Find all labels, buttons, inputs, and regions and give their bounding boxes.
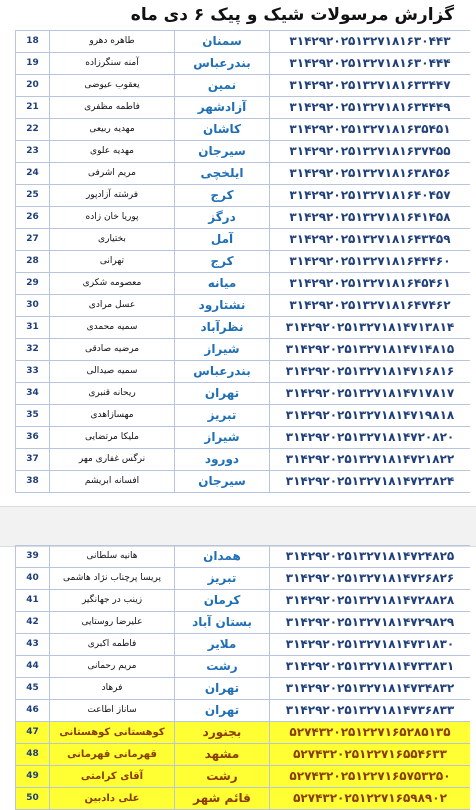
row-number: 22 bbox=[15, 119, 50, 140]
recipient-name: نرگس غفاری مهر bbox=[50, 449, 175, 470]
destination-city: رشت bbox=[175, 656, 270, 677]
row-number: 21 bbox=[15, 97, 50, 118]
recipient-name: هانیه سلطانی bbox=[50, 546, 175, 567]
recipient-name: زینب در جهانگیر bbox=[50, 590, 175, 611]
recipient-name: علی دادبین bbox=[50, 788, 175, 809]
recipient-name: مریم اشرفی bbox=[50, 163, 175, 184]
recipient-name: افسانه ابریشم bbox=[50, 471, 175, 492]
table-row bbox=[15, 788, 470, 810]
recipient-name: معصومه شکری bbox=[50, 273, 175, 294]
tracking-code: ۵۲۷۴۳۲۰۲۵۱۲۲۷۱۶۵۹۸۹۰۲ bbox=[293, 791, 447, 805]
tracking-code: ۳۱۴۲۹۲۰۲۵۱۳۲۷۱۸۱۶۳۷۴۵۵ bbox=[289, 144, 451, 158]
report-title: گزارش مرسولات شیک و پیک ۶ دی ماه bbox=[130, 5, 454, 25]
table-row bbox=[15, 207, 470, 229]
tracking-code: ۳۱۴۲۹۲۰۲۵۱۳۲۷۱۸۱۴۷۲۰۸۲۰ bbox=[285, 430, 455, 444]
row-number: 33 bbox=[15, 361, 50, 382]
recipient-name: پریسا پرچناب نژاد هاشمی bbox=[50, 568, 175, 589]
row-number: 37 bbox=[15, 449, 50, 470]
tracking-code: ۳۱۴۲۹۲۰۲۵۱۳۲۷۱۸۱۴۷۲۶۸۲۶ bbox=[285, 571, 455, 585]
recipient-name: بختیاری bbox=[50, 229, 175, 250]
table-row bbox=[15, 251, 470, 273]
row-number: 47 bbox=[15, 722, 50, 743]
row-number: 35 bbox=[15, 405, 50, 426]
tracking-code: ۳۱۴۲۹۲۰۲۵۱۳۲۷۱۸۱۴۷۳۳۸۳۱ bbox=[285, 659, 455, 673]
row-number: 41 bbox=[15, 590, 50, 611]
recipient-name: سمیه محمدی bbox=[50, 317, 175, 338]
destination-city: شیراز bbox=[175, 339, 270, 360]
row-number: 44 bbox=[15, 656, 50, 677]
table-row bbox=[15, 634, 470, 656]
destination-city: تهران bbox=[175, 383, 270, 404]
destination-city: آمل bbox=[175, 229, 270, 250]
tracking-code: ۳۱۴۲۹۲۰۲۵۱۳۲۷۱۸۱۴۷۲۹۸۲۹ bbox=[285, 615, 455, 629]
destination-city: رشت bbox=[175, 766, 270, 787]
table-row bbox=[15, 163, 470, 185]
tracking-code: ۳۱۴۲۹۲۰۲۵۱۳۲۷۱۸۱۴۷۱۹۸۱۸ bbox=[285, 408, 455, 422]
destination-city: بندرعباس bbox=[175, 361, 270, 382]
row-number: 26 bbox=[15, 207, 50, 228]
destination-city: سیرجان bbox=[175, 471, 270, 492]
recipient-name: ریحانه قنبری bbox=[50, 383, 175, 404]
table-row bbox=[15, 383, 470, 405]
row-number: 39 bbox=[15, 546, 50, 567]
destination-city: کرمان bbox=[175, 590, 270, 611]
tracking-code: ۳۱۴۲۹۲۰۲۵۱۳۲۷۱۸۱۴۷۲۱۸۲۲ bbox=[285, 452, 455, 466]
recipient-name: مریم رحمانی bbox=[50, 656, 175, 677]
table-row bbox=[15, 722, 470, 744]
destination-city: میانه bbox=[175, 273, 270, 294]
destination-city: کرج bbox=[175, 185, 270, 206]
destination-city: شیراز bbox=[175, 427, 270, 448]
row-number: 32 bbox=[15, 339, 50, 360]
row-number: 42 bbox=[15, 612, 50, 633]
recipient-name: تهرانی bbox=[50, 251, 175, 272]
recipient-name: ساناز اطاعت bbox=[50, 700, 175, 721]
recipient-name: سمیه صیدالی bbox=[50, 361, 175, 382]
destination-city: ملایر bbox=[175, 634, 270, 655]
table-row bbox=[15, 295, 470, 317]
destination-city: نظرآباد bbox=[175, 317, 270, 338]
tracking-code: ۳۱۴۲۹۲۰۲۵۱۳۲۷۱۸۱۶۳۳۴۴۷ bbox=[289, 78, 451, 92]
tracking-code: ۳۱۴۲۹۲۰۲۵۱۳۲۷۱۸۱۴۷۱۶۸۱۶ bbox=[285, 364, 455, 378]
tracking-code: ۳۱۴۲۹۲۰۲۵۱۳۲۷۱۸۱۶۴۰۴۵۷ bbox=[289, 188, 451, 202]
destination-city: دورود bbox=[175, 449, 270, 470]
row-number: 24 bbox=[15, 163, 50, 184]
tracking-code: ۳۱۴۲۹۲۰۲۵۱۳۲۷۱۸۱۴۷۱۴۸۱۵ bbox=[285, 342, 455, 356]
recipient-name: عسل مرادی bbox=[50, 295, 175, 316]
recipient-name: مهسازاهدی bbox=[50, 405, 175, 426]
recipient-name: مهدیه ربیعی bbox=[50, 119, 175, 140]
recipient-name: یعقوب عیوضی bbox=[50, 75, 175, 96]
destination-city: تهران bbox=[175, 700, 270, 721]
recipient-name: مهدیه علوی bbox=[50, 141, 175, 162]
row-number: 43 bbox=[15, 634, 50, 655]
tracking-code: ۳۱۴۲۹۲۰۲۵۱۳۲۷۱۸۱۶۳۰۴۴۴ bbox=[289, 56, 451, 70]
destination-city: نمین bbox=[175, 75, 270, 96]
table-row bbox=[15, 361, 470, 383]
destination-city: نشتارود bbox=[175, 295, 270, 316]
destination-city: کرج bbox=[175, 251, 270, 272]
table-row bbox=[15, 590, 470, 612]
recipient-name: ملیکا مرتضایی bbox=[50, 427, 175, 448]
recipient-name: آمنه سنگرزاده bbox=[50, 53, 175, 74]
table-row bbox=[15, 700, 470, 722]
table-row bbox=[15, 568, 470, 590]
table-row bbox=[15, 678, 470, 700]
destination-city: تهران bbox=[175, 678, 270, 699]
tracking-code: ۵۲۷۴۳۲۰۲۵۱۲۲۷۱۶۵۵۴۶۳۳ bbox=[293, 747, 447, 761]
row-number: 31 bbox=[15, 317, 50, 338]
destination-city: همدان bbox=[175, 546, 270, 567]
recipient-name: فاطمه مظفری bbox=[50, 97, 175, 118]
table-row bbox=[15, 449, 470, 471]
page-break bbox=[0, 506, 476, 547]
row-number: 45 bbox=[15, 678, 50, 699]
table-row bbox=[15, 185, 470, 207]
tracking-code: ۳۱۴۲۹۲۰۲۵۱۳۲۷۱۸۱۴۷۱۳۸۱۴ bbox=[285, 320, 455, 334]
tracking-code: ۳۱۴۲۹۲۰۲۵۱۳۲۷۱۸۱۴۷۳۴۸۳۲ bbox=[285, 681, 455, 695]
table-row bbox=[15, 405, 470, 427]
table-row bbox=[15, 656, 470, 678]
table-row bbox=[15, 612, 470, 634]
table-row bbox=[15, 273, 470, 295]
recipient-name: فاطمه اکبری bbox=[50, 634, 175, 655]
table-row bbox=[15, 141, 470, 163]
row-number: 36 bbox=[15, 427, 50, 448]
recipient-name: مرضیه صادقی bbox=[50, 339, 175, 360]
recipient-name: فرشته آزادپور bbox=[50, 185, 175, 206]
tracking-code: ۳۱۴۲۹۲۰۲۵۱۳۲۷۱۸۱۴۷۳۶۸۳۳ bbox=[285, 703, 455, 717]
tracking-code: ۳۱۴۲۹۲۰۲۵۱۳۲۷۱۸۱۶۴۴۴۶۰ bbox=[289, 254, 451, 268]
tracking-code: ۳۱۴۲۹۲۰۲۵۱۳۲۷۱۸۱۶۳۸۴۵۶ bbox=[289, 166, 451, 180]
recipient-name: پوریا خان زاده bbox=[50, 207, 175, 228]
shipments-table-part-2 bbox=[15, 545, 470, 810]
table-row bbox=[15, 744, 470, 766]
row-number: 46 bbox=[15, 700, 50, 721]
table-row bbox=[15, 31, 470, 53]
row-number: 49 bbox=[15, 766, 50, 787]
tracking-code: ۳۱۴۲۹۲۰۲۵۱۳۲۷۱۸۱۶۳۰۴۴۳ bbox=[289, 34, 451, 48]
destination-city: سیرجان bbox=[175, 141, 270, 162]
tracking-code: ۳۱۴۲۹۲۰۲۵۱۳۲۷۱۸۱۴۷۲۸۸۲۸ bbox=[285, 593, 455, 607]
destination-city: بستان آباد bbox=[175, 612, 270, 633]
destination-city: مشهد bbox=[175, 744, 270, 765]
row-number: 48 bbox=[15, 744, 50, 765]
table-row bbox=[15, 53, 470, 75]
row-number: 18 bbox=[15, 31, 50, 52]
tracking-code: ۳۱۴۲۹۲۰۲۵۱۳۲۷۱۸۱۴۷۲۳۸۲۴ bbox=[285, 474, 455, 488]
destination-city: کاشان bbox=[175, 119, 270, 140]
tracking-code: ۳۱۴۲۹۲۰۲۵۱۳۲۷۱۸۱۴۷۳۱۸۳۰ bbox=[285, 637, 455, 651]
row-number: 19 bbox=[15, 53, 50, 74]
row-number: 34 bbox=[15, 383, 50, 404]
destination-city: درگز bbox=[175, 207, 270, 228]
table-row bbox=[15, 339, 470, 361]
tracking-code: ۳۱۴۲۹۲۰۲۵۱۳۲۷۱۸۱۴۷۱۷۸۱۷ bbox=[285, 386, 455, 400]
table-row bbox=[15, 75, 470, 97]
recipient-name: فرهاد bbox=[50, 678, 175, 699]
table-row bbox=[15, 119, 470, 141]
destination-city: بندرعباس bbox=[175, 53, 270, 74]
row-number: 50 bbox=[15, 788, 50, 809]
tracking-code: ۳۱۴۲۹۲۰۲۵۱۳۲۷۱۸۱۴۷۲۴۸۲۵ bbox=[285, 549, 455, 563]
row-number: 20 bbox=[15, 75, 50, 96]
row-number: 23 bbox=[15, 141, 50, 162]
shipments-table-part-1 bbox=[15, 30, 470, 493]
row-number: 29 bbox=[15, 273, 50, 294]
destination-city: قائم شهر bbox=[175, 788, 270, 809]
destination-city: تبریز bbox=[175, 568, 270, 589]
row-number: 30 bbox=[15, 295, 50, 316]
tracking-code: ۵۲۷۴۳۲۰۲۵۱۲۲۷۱۶۵۲۸۵۱۳۵ bbox=[289, 725, 451, 739]
table-row bbox=[15, 317, 470, 339]
tracking-code: ۳۱۴۲۹۲۰۲۵۱۳۲۷۱۸۱۶۴۳۴۵۹ bbox=[289, 232, 451, 246]
recipient-name: قهرمانی قهرمانی bbox=[50, 744, 175, 765]
row-number: 28 bbox=[15, 251, 50, 272]
tracking-code: ۳۱۴۲۹۲۰۲۵۱۳۲۷۱۸۱۶۴۷۴۶۲ bbox=[289, 298, 451, 312]
recipient-name: آقای کرامتی bbox=[50, 766, 175, 787]
tracking-code: ۳۱۴۲۹۲۰۲۵۱۳۲۷۱۸۱۶۳۵۴۵۱ bbox=[289, 122, 451, 136]
tracking-code: ۵۲۷۴۳۲۰۲۵۱۲۲۷۱۶۵۷۵۳۲۵۰ bbox=[289, 769, 451, 783]
table-row bbox=[15, 229, 470, 251]
tracking-code: ۳۱۴۲۹۲۰۲۵۱۳۲۷۱۸۱۶۴۱۴۵۸ bbox=[289, 210, 451, 224]
destination-city: بجنورد bbox=[175, 722, 270, 743]
destination-city: تبریز bbox=[175, 405, 270, 426]
recipient-name: کوهستانی کوهستانی bbox=[50, 722, 175, 743]
destination-city: سمنان bbox=[175, 31, 270, 52]
recipient-name: علیرضا روستایی bbox=[50, 612, 175, 633]
tracking-code: ۳۱۴۲۹۲۰۲۵۱۳۲۷۱۸۱۶۳۴۴۴۹ bbox=[289, 100, 451, 114]
row-number: 38 bbox=[15, 471, 50, 492]
table-row bbox=[15, 546, 470, 568]
row-number: 25 bbox=[15, 185, 50, 206]
table-row bbox=[15, 427, 470, 449]
tracking-code: ۳۱۴۲۹۲۰۲۵۱۳۲۷۱۸۱۶۴۵۴۶۱ bbox=[289, 276, 451, 290]
table-row bbox=[15, 97, 470, 119]
destination-city: آزادشهر bbox=[175, 97, 270, 118]
table-row bbox=[15, 766, 470, 788]
recipient-name: طاهره دهرو bbox=[50, 31, 175, 52]
destination-city: ایلخچی bbox=[175, 163, 270, 184]
table-row bbox=[15, 471, 470, 493]
row-number: 27 bbox=[15, 229, 50, 250]
row-number: 40 bbox=[15, 568, 50, 589]
